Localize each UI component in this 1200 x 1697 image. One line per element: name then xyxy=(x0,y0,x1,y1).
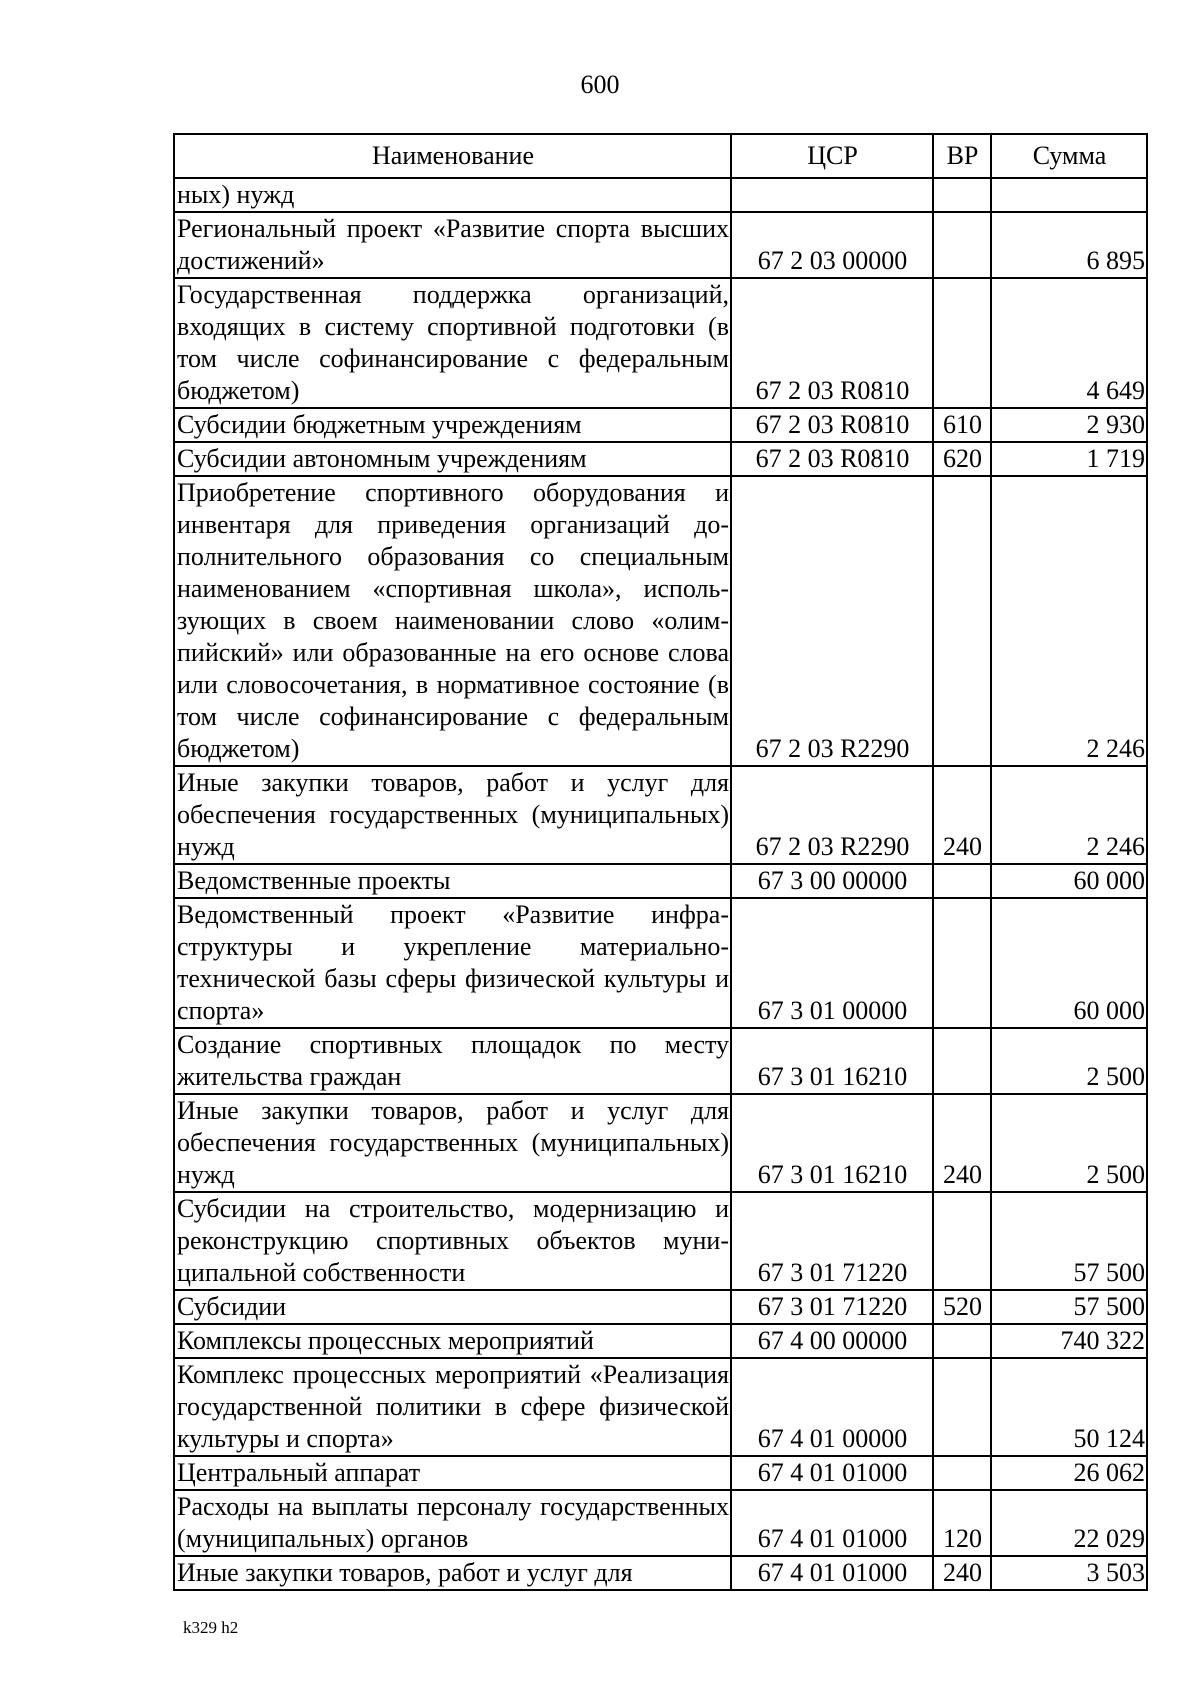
table-row xyxy=(174,278,1147,408)
row-csr-cell: 67 3 01 16210 xyxy=(731,1094,933,1192)
row-csr-cell: 67 2 03 R2290 xyxy=(731,766,933,864)
table-row xyxy=(174,1192,1147,1290)
row-csr-cell: 67 3 01 16210 xyxy=(731,1028,933,1094)
row-name-cell: Иные закупки товаров, работ и услуг для обеспечения государственных (муниципальных) нужд xyxy=(174,766,731,864)
table-row xyxy=(174,1028,1147,1094)
row-sum-cell: 57 500 xyxy=(991,1290,1147,1324)
table-row xyxy=(174,898,1147,1028)
row-sum-cell: 22 029 xyxy=(991,1490,1147,1556)
row-sum-cell: 2 500 xyxy=(991,1094,1147,1192)
row-vr-cell xyxy=(933,476,991,766)
row-name-cell: Иные закупки товаров, работ и услуг для обеспечения государственных (муниципальных) нужд xyxy=(174,1094,731,1192)
table-row xyxy=(174,408,1147,442)
row-sum-cell: 60 000 xyxy=(991,864,1147,898)
row-csr-cell: 67 2 03 R0810 xyxy=(731,408,933,442)
table-row xyxy=(174,1324,1147,1358)
row-csr-cell: 67 4 01 00000 xyxy=(731,1358,933,1456)
row-vr-cell: 520 xyxy=(933,1290,991,1324)
row-csr-cell: 67 2 03 R0810 xyxy=(731,278,933,408)
row-name-cell: Приобретение спортивного оборудования и инвентаря для приведения организаций дополнительного образования со специальным наименованием «спортивная школа», использующих в своем наименовании слово «олимпийский» или образованные на его основе слова или словосочетания, в нормативное состояние (в том числе софинансирование с федеральным бюджетом) xyxy=(174,476,731,766)
row-sum-cell: 26 062 xyxy=(991,1456,1147,1490)
row-name-cell: Комплекс процессных мероприятий «Реализация государственной политики в сфере физической культуры и спорта» xyxy=(174,1358,731,1456)
table-row xyxy=(174,178,1147,212)
row-sum-cell: 3 503 xyxy=(991,1556,1147,1590)
row-csr-cell: 67 4 01 01000 xyxy=(731,1490,933,1556)
row-sum-cell: 2 500 xyxy=(991,1028,1147,1094)
row-sum-cell: 2 246 xyxy=(991,476,1147,766)
row-name-cell: Субсидии xyxy=(174,1290,731,1324)
row-csr-cell: 67 4 01 01000 xyxy=(731,1456,933,1490)
row-csr-cell: 67 4 00 00000 xyxy=(731,1324,933,1358)
row-csr-cell: 67 3 01 71220 xyxy=(731,1290,933,1324)
row-name-cell: Региональный проект «Развитие спорта высших достижений» xyxy=(174,212,731,278)
table-row xyxy=(174,476,1147,766)
row-vr-cell xyxy=(933,1456,991,1490)
row-name-cell: Государственная поддержка организаций, входящих в систему спортивной подготовки (в том числе софинансирование с федеральным бюджетом) xyxy=(174,278,731,408)
row-name-cell: Иные закупки товаров, работ и услуг для xyxy=(174,1556,731,1590)
header-csr: ЦСР xyxy=(731,134,933,178)
row-csr-cell: 67 4 01 01000 xyxy=(731,1556,933,1590)
row-vr-cell: 240 xyxy=(933,1094,991,1192)
table-row xyxy=(174,1456,1147,1490)
header-sum: Сумма xyxy=(991,134,1147,178)
budget-table xyxy=(173,133,1148,1591)
row-vr-cell xyxy=(933,212,991,278)
row-name-cell: Субсидии бюджетным учреждениям xyxy=(174,408,731,442)
row-name-cell: Создание спортивных площадок по месту жительства граждан xyxy=(174,1028,731,1094)
table-row xyxy=(174,766,1147,864)
row-sum-cell: 2 246 xyxy=(991,766,1147,864)
row-sum-cell xyxy=(991,178,1147,212)
row-sum-cell: 6 895 xyxy=(991,212,1147,278)
row-csr-cell xyxy=(731,178,933,212)
row-vr-cell xyxy=(933,1192,991,1290)
footer-document-code: k329 h2 xyxy=(183,1618,239,1637)
row-name-cell: Расходы на выплаты персоналу государственных (муниципальных) органов xyxy=(174,1490,731,1556)
table-row xyxy=(174,1490,1147,1556)
row-sum-cell: 57 500 xyxy=(991,1192,1147,1290)
row-vr-cell xyxy=(933,1358,991,1456)
header-vr: ВР xyxy=(933,134,991,178)
row-name-cell: Комплексы процессных мероприятий xyxy=(174,1324,731,1358)
table-row xyxy=(174,1556,1147,1590)
row-vr-cell xyxy=(933,898,991,1028)
row-name-cell: Субсидии на строительство, модернизацию и реконструкцию спортивных объектов муниципальной собственности xyxy=(174,1192,731,1290)
page-number: 600 xyxy=(580,70,620,99)
row-sum-cell: 2 930 xyxy=(991,408,1147,442)
row-vr-cell xyxy=(933,1028,991,1094)
row-vr-cell xyxy=(933,864,991,898)
row-vr-cell xyxy=(933,278,991,408)
row-sum-cell: 4 649 xyxy=(991,278,1147,408)
row-csr-cell: 67 2 03 R2290 xyxy=(731,476,933,766)
row-name-cell: Субсидии автономным учреждениям xyxy=(174,442,731,476)
row-vr-cell: 240 xyxy=(933,766,991,864)
table-row xyxy=(174,1290,1147,1324)
row-name-cell: Центральный аппарат xyxy=(174,1456,731,1490)
row-csr-cell: 67 3 01 00000 xyxy=(731,898,933,1028)
table-header-row xyxy=(174,134,1147,178)
table-row xyxy=(174,212,1147,278)
table-row xyxy=(174,1358,1147,1456)
row-vr-cell: 610 xyxy=(933,408,991,442)
row-csr-cell: 67 2 03 00000 xyxy=(731,212,933,278)
row-name-cell: Ведомственный проект «Развитие инфраструктуры и укрепление материально-технической базы сферы физической культуры и спорта» xyxy=(174,898,731,1028)
row-vr-cell xyxy=(933,1324,991,1358)
row-vr-cell xyxy=(933,178,991,212)
row-vr-cell: 240 xyxy=(933,1556,991,1590)
row-sum-cell: 1 719 xyxy=(991,442,1147,476)
header-name: Наименование xyxy=(174,134,731,178)
row-vr-cell: 620 xyxy=(933,442,991,476)
row-vr-cell: 120 xyxy=(933,1490,991,1556)
row-name-cell: Ведомственные проекты xyxy=(174,864,731,898)
row-name-cell: ных) нужд xyxy=(174,178,731,212)
row-sum-cell: 50 124 xyxy=(991,1358,1147,1456)
row-csr-cell: 67 2 03 R0810 xyxy=(731,442,933,476)
row-sum-cell: 60 000 xyxy=(991,898,1147,1028)
table-row xyxy=(174,1094,1147,1192)
row-csr-cell: 67 3 00 00000 xyxy=(731,864,933,898)
table-row xyxy=(174,442,1147,476)
table-row xyxy=(174,864,1147,898)
row-csr-cell: 67 3 01 71220 xyxy=(731,1192,933,1290)
row-sum-cell: 740 322 xyxy=(991,1324,1147,1358)
